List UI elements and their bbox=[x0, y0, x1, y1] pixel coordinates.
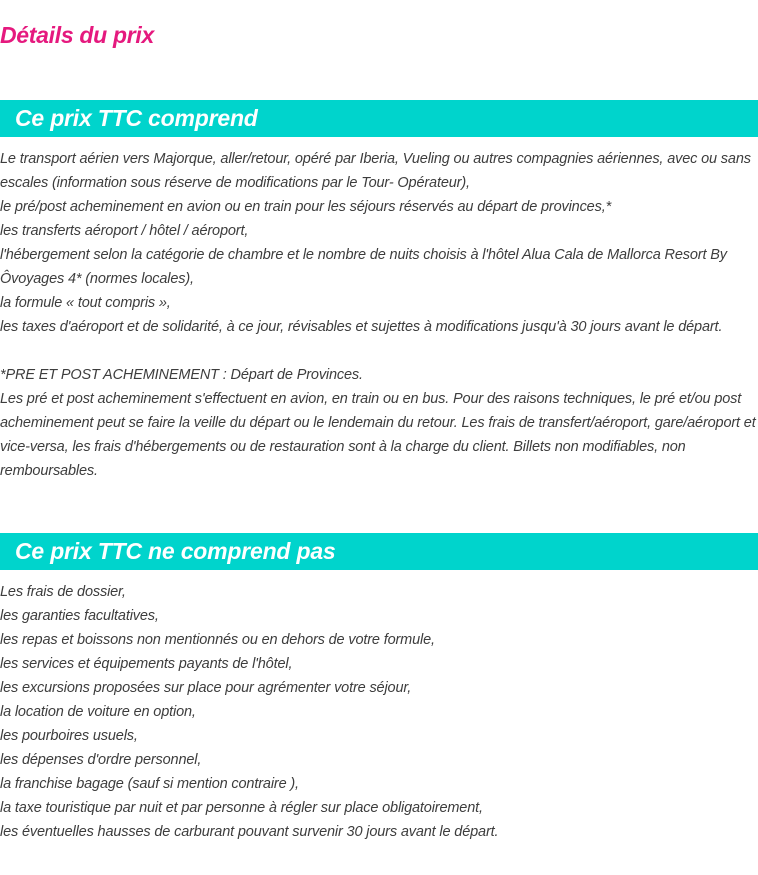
excluded-item: les excursions proposées sur place pour agrémenter votre séjour, bbox=[0, 680, 412, 696]
excluded-item: la taxe touristique par nuit et par personne à régler sur place obligatoirement, bbox=[0, 800, 483, 816]
excluded-item: les repas et boissons non mentionnés ou en dehors de votre formule, bbox=[0, 632, 435, 648]
transfer-note-text: Les pré et post acheminement s'effectuent en avion, en train ou en bus. Pour des raisons techniques, le pré et/ou post acheminement peut se faire la veille du départ ou le lendemain du retour. Les frais de transfert/aéroport, gare/aéroport et vice-versa, les frais d'hébergements ou de restauration sont à la charge du client. Billets non modifiables, non remboursables. bbox=[0, 391, 756, 479]
excluded-item: la franchise bagage (sauf si mention contraire ), bbox=[0, 776, 299, 792]
excluded-section-heading: Ce prix TTC ne comprend pas bbox=[0, 533, 758, 570]
included-item: la formule « tout compris », bbox=[0, 295, 171, 311]
included-list bbox=[0, 147, 758, 339]
excluded-list bbox=[0, 580, 758, 844]
page-title: Détails du prix bbox=[0, 22, 154, 48]
excluded-item: Les frais de dossier, bbox=[0, 584, 126, 600]
transfer-note-title: *PRE ET POST ACHEMINEMENT : Départ de Provinces. bbox=[0, 367, 363, 383]
excluded-item: la location de voiture en option, bbox=[0, 704, 196, 720]
included-item: Le transport aérien vers Majorque, aller/retour, opéré par Iberia, Vueling ou autres compagnies aériennes, avec ou sans escales (information sous réserve de modifications par le Tour- Opérateur), bbox=[0, 151, 751, 191]
included-item: les taxes d'aéroport et de solidarité, à ce jour, révisables et sujettes à modifications jusqu'à 30 jours avant le départ. bbox=[0, 319, 723, 335]
excluded-item: les pourboires usuels, bbox=[0, 728, 138, 744]
included-section-heading: Ce prix TTC comprend bbox=[0, 100, 758, 137]
excluded-item: les éventuelles hausses de carburant pouvant survenir 30 jours avant le départ. bbox=[0, 824, 499, 840]
included-item: l'hébergement selon la catégorie de chambre et le nombre de nuits choisis à l'hôtel Alua Cala de Mallorca Resort By Ôvoyages 4* (normes locales), bbox=[0, 247, 727, 287]
included-item: les transferts aéroport / hôtel / aéroport, bbox=[0, 223, 249, 239]
transfer-note bbox=[0, 363, 758, 483]
included-item: le pré/post acheminement en avion ou en train pour les séjours réservés au départ de provinces,* bbox=[0, 199, 612, 215]
excluded-item: les dépenses d'ordre personnel, bbox=[0, 752, 202, 768]
excluded-item: les services et équipements payants de l'hôtel, bbox=[0, 656, 293, 672]
excluded-item: les garanties facultatives, bbox=[0, 608, 159, 624]
